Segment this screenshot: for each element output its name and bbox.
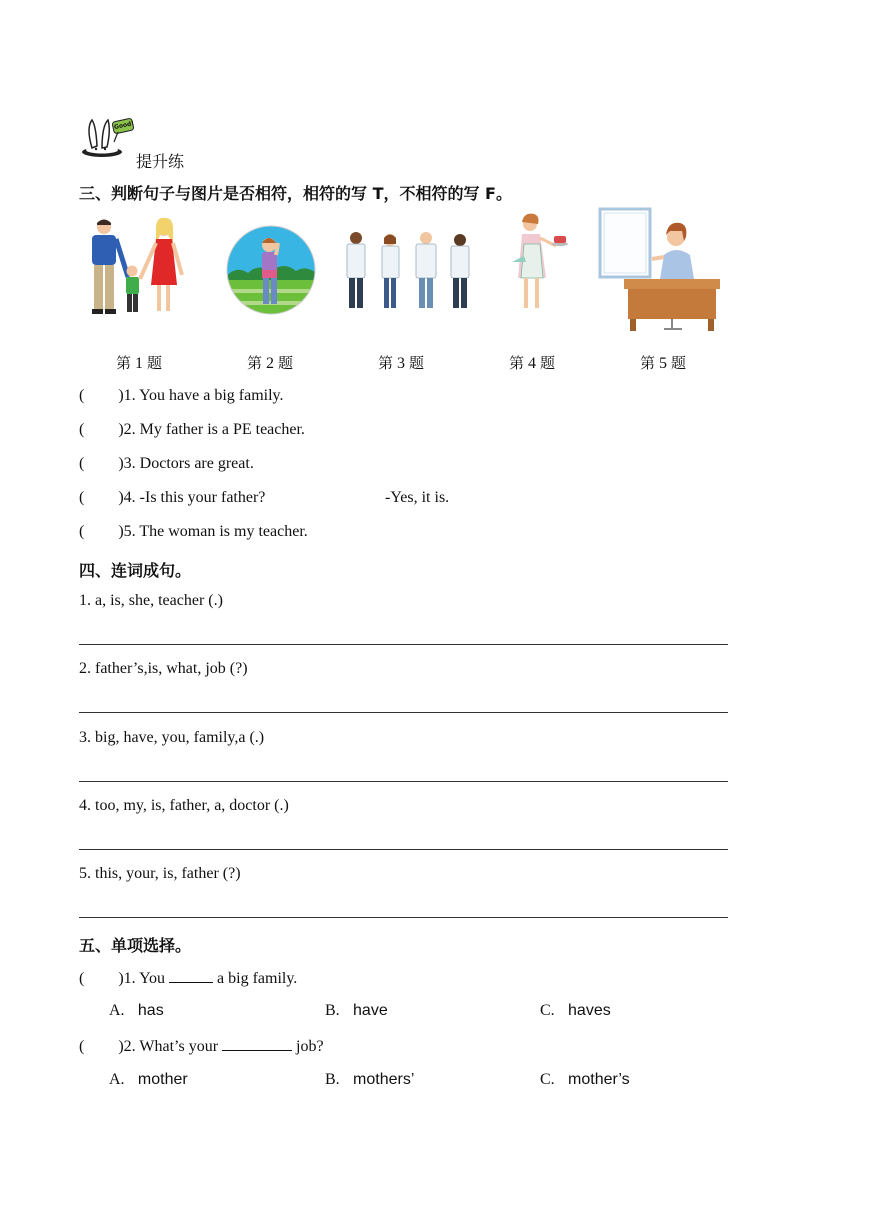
fill-blank[interactable]	[222, 1036, 292, 1051]
mc-question-1: ( )1. You a big family.	[79, 970, 298, 987]
section3-title: 三、判断句子与图片是否相符，相符的写 T，不相符的写 F。	[79, 184, 512, 203]
option-b[interactable]: B. have	[325, 1002, 388, 1019]
tf-item-5: ( )5. The woman is my teacher.	[79, 523, 308, 540]
section4-title: 四、连词成句。	[79, 561, 192, 580]
answer-line-1[interactable]	[79, 644, 728, 645]
waitress-picture	[508, 208, 572, 318]
answer-paren[interactable]: (	[79, 489, 85, 506]
badge-text: Good!	[113, 119, 135, 132]
caption-1: 第 1 题	[116, 354, 163, 372]
answer-paren[interactable]: (	[79, 387, 85, 404]
mc-question-2: ( )2. What’s your job?	[79, 1038, 324, 1055]
word-order-item-4: 4. too, my, is, father, a, doctor (.)	[79, 797, 289, 814]
word-order-item-3: 3. big, have, you, family,a (.)	[79, 729, 265, 746]
caption-5: 第 5 题	[640, 354, 687, 372]
fill-blank[interactable]	[169, 968, 213, 983]
tf-item-3: ( )3. Doctors are great.	[79, 455, 254, 472]
section5-title: 五、单项选择。	[79, 936, 192, 955]
option-b[interactable]: B. mothers’	[325, 1071, 415, 1088]
runner-in-park-picture	[226, 225, 316, 315]
teacher-at-desk-picture	[598, 207, 722, 333]
tf-item-4-response: -Yes, it is.	[385, 489, 450, 506]
answer-paren[interactable]: (	[79, 455, 85, 472]
option-c[interactable]: C. mother’s	[540, 1071, 630, 1088]
answer-line-4[interactable]	[79, 849, 728, 850]
answer-line-2[interactable]	[79, 712, 728, 713]
answer-paren[interactable]: (	[79, 421, 85, 438]
answer-line-5[interactable]	[79, 917, 728, 918]
bunny-badge-icon	[80, 116, 136, 160]
word-order-item-1: 1. a, is, she, teacher (.)	[79, 592, 223, 609]
tf-item-1: ( )1. You have a big family.	[79, 387, 284, 404]
answer-paren[interactable]: (	[79, 523, 85, 540]
tf-item-2: ( )2. My father is a PE teacher.	[79, 421, 305, 438]
word-order-item-2: 2. father’s,is, what, job (?)	[79, 660, 248, 677]
caption-3: 第 3 题	[378, 354, 425, 372]
tf-item-4: ( )4. -Is this your father?	[79, 489, 266, 506]
word-order-item-5: 5. this, your, is, father (?)	[79, 865, 241, 882]
answer-line-3[interactable]	[79, 781, 728, 782]
doctors-picture	[342, 228, 478, 316]
option-c[interactable]: C. haves	[540, 1002, 611, 1019]
family-picture	[82, 215, 192, 325]
answer-paren[interactable]: (	[79, 1038, 85, 1055]
caption-2: 第 2 题	[247, 354, 294, 372]
answer-paren[interactable]: (	[79, 970, 85, 987]
caption-4: 第 4 题	[509, 354, 556, 372]
option-a[interactable]: A. has	[109, 1002, 164, 1019]
header-label: 提升练	[136, 152, 185, 171]
option-a[interactable]: A. mother	[109, 1071, 188, 1088]
